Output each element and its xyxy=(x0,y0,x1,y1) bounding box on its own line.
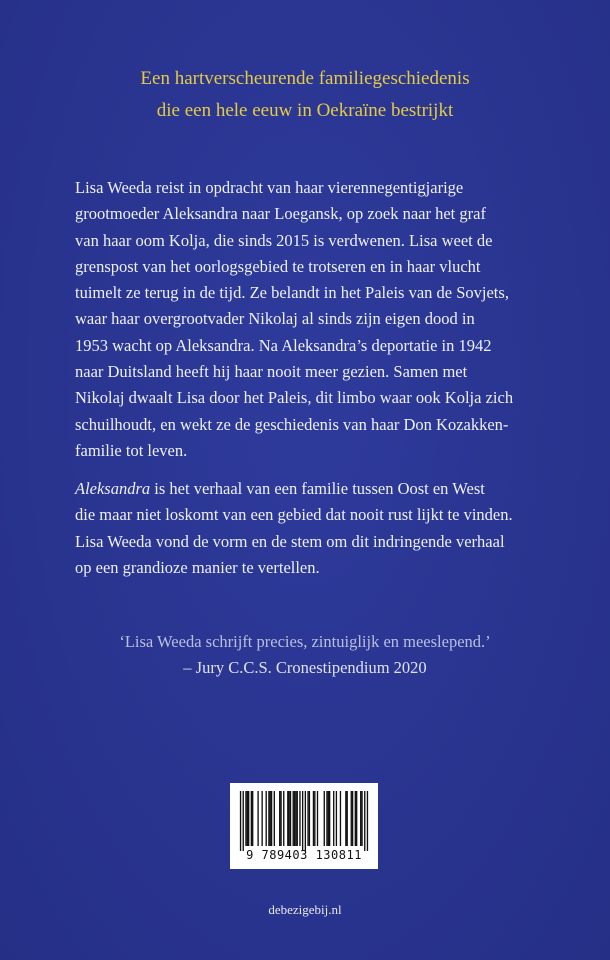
barcode-bar xyxy=(314,791,315,846)
blurb-line: op een grandioze manier te vertellen. xyxy=(75,557,320,577)
blurb-line: 1953 wacht op Aleksandra. Na Aleksandra’s deportatie in 1942 xyxy=(75,335,492,355)
blurb-line: grenspost van het oorlogsgebied te trotseren en in haar vlucht xyxy=(75,256,481,276)
blurb-line: familie tot leven. xyxy=(75,440,188,460)
barcode-bar xyxy=(297,791,298,846)
barcode-bar xyxy=(280,791,281,846)
review-attribution: – Jury C.C.S. Cronestipendium 2020 xyxy=(183,658,427,677)
blurb-line: schuilhoudt, en wekt ze de geschiedenis van haar Don Kozakken- xyxy=(75,414,509,434)
barcode-bar xyxy=(347,791,348,846)
barcode-bar xyxy=(295,791,296,846)
barcode-bar xyxy=(271,791,272,846)
barcode-bar xyxy=(351,791,352,846)
barcode-bar xyxy=(274,791,275,846)
barcode-bar xyxy=(367,791,368,851)
barcode-bar xyxy=(279,791,280,846)
blurb-line: die maar niet loskomt van een gebied dat nooit rust lijkt te vinden. xyxy=(75,505,513,525)
barcode-bar xyxy=(313,791,314,846)
barcode-bar xyxy=(252,791,253,846)
barcode-bar xyxy=(307,791,308,846)
blurb-line: Lisa Weeda vond de vorm en de stem om dit indringende verhaal xyxy=(75,531,505,551)
barcode-bar xyxy=(324,791,325,846)
blurb-paragraph-1 xyxy=(75,175,555,464)
blurb-line: tuimelt ze terug in de tijd. Ze belandt in het Paleis van de Sovjets, xyxy=(75,283,509,303)
isbn-number: 9 789403 130811 xyxy=(246,848,362,862)
barcode-bar xyxy=(329,791,330,846)
tagline-line-1: Een hartverscheurende familiegeschiedenis xyxy=(140,68,470,89)
barcode-bar xyxy=(293,791,294,846)
barcode-bar xyxy=(247,791,248,846)
barcode-bar xyxy=(364,791,365,851)
blurb-line: van haar oom Kolja, die sinds 2015 is verdwenen. Lisa weet de xyxy=(75,230,493,250)
barcode-bar xyxy=(268,791,269,846)
barcode-bar xyxy=(355,791,356,846)
barcode-bar xyxy=(261,791,262,846)
barcode-bar xyxy=(309,791,310,846)
barcode-bar xyxy=(290,791,291,846)
publisher-website: debezigebij.nl xyxy=(268,902,342,917)
barcode-bar xyxy=(317,791,318,846)
barcode-bar xyxy=(360,791,361,846)
barcode-bar xyxy=(336,791,337,846)
blurb-line xyxy=(75,476,555,502)
barcode-bar xyxy=(240,791,241,851)
barcode-bar xyxy=(352,791,353,846)
barcode-bar xyxy=(245,791,246,846)
barcode-bar xyxy=(294,791,295,846)
barcode-bar xyxy=(248,791,249,846)
blurb-paragraph-2 xyxy=(75,476,555,581)
blurb-line: grootmoeder Aleksandra naar Loegansk, op zoek naar het graf xyxy=(75,204,486,224)
blurb-line: waar haar overgrootvader Nikolaj al sinds zijn eigen dood in xyxy=(75,309,475,329)
barcode-bar xyxy=(266,791,267,846)
barcode-bar xyxy=(333,791,334,846)
blurb-line: Lisa Weeda reist in opdracht van haar vierennegentigjarige xyxy=(75,178,464,197)
blurb-line: Nikolaj dwaalt Lisa door het Paleis, dit limbo waar ook Kolja zich xyxy=(75,388,514,408)
barcode-bar xyxy=(345,791,346,846)
book-title-italic: Aleksandra xyxy=(75,479,151,498)
barcode-bar xyxy=(283,791,284,846)
blurb-line: naar Duitsland heeft hij haar nooit meer gezien. Samen met xyxy=(75,362,468,382)
barcode-bar xyxy=(326,791,327,846)
barcode-bar xyxy=(287,791,288,846)
blurb-line-rest: is het verhaal van een familie tussen Oost en West xyxy=(150,479,485,498)
barcode-bar xyxy=(257,791,258,846)
barcode-bar xyxy=(288,791,289,846)
barcode-bar xyxy=(243,791,244,851)
barcode-bar xyxy=(270,791,271,846)
tagline-line-2: die een hele eeuw in Oekraïne bestrijkt xyxy=(156,100,454,121)
isbn-barcode xyxy=(230,783,378,869)
barcode-bar xyxy=(251,791,252,846)
barcode-bar xyxy=(305,791,306,851)
barcode-bar xyxy=(340,791,341,846)
barcode-bar xyxy=(361,791,362,846)
barcode-bar xyxy=(328,791,329,846)
barcode-bar xyxy=(302,791,303,851)
barcode-bar xyxy=(299,791,300,846)
review-quote: ‘Lisa Weeda schrijft precies, zintuiglijk en meeslepend.’ xyxy=(119,632,491,651)
barcode-bar xyxy=(356,791,357,846)
